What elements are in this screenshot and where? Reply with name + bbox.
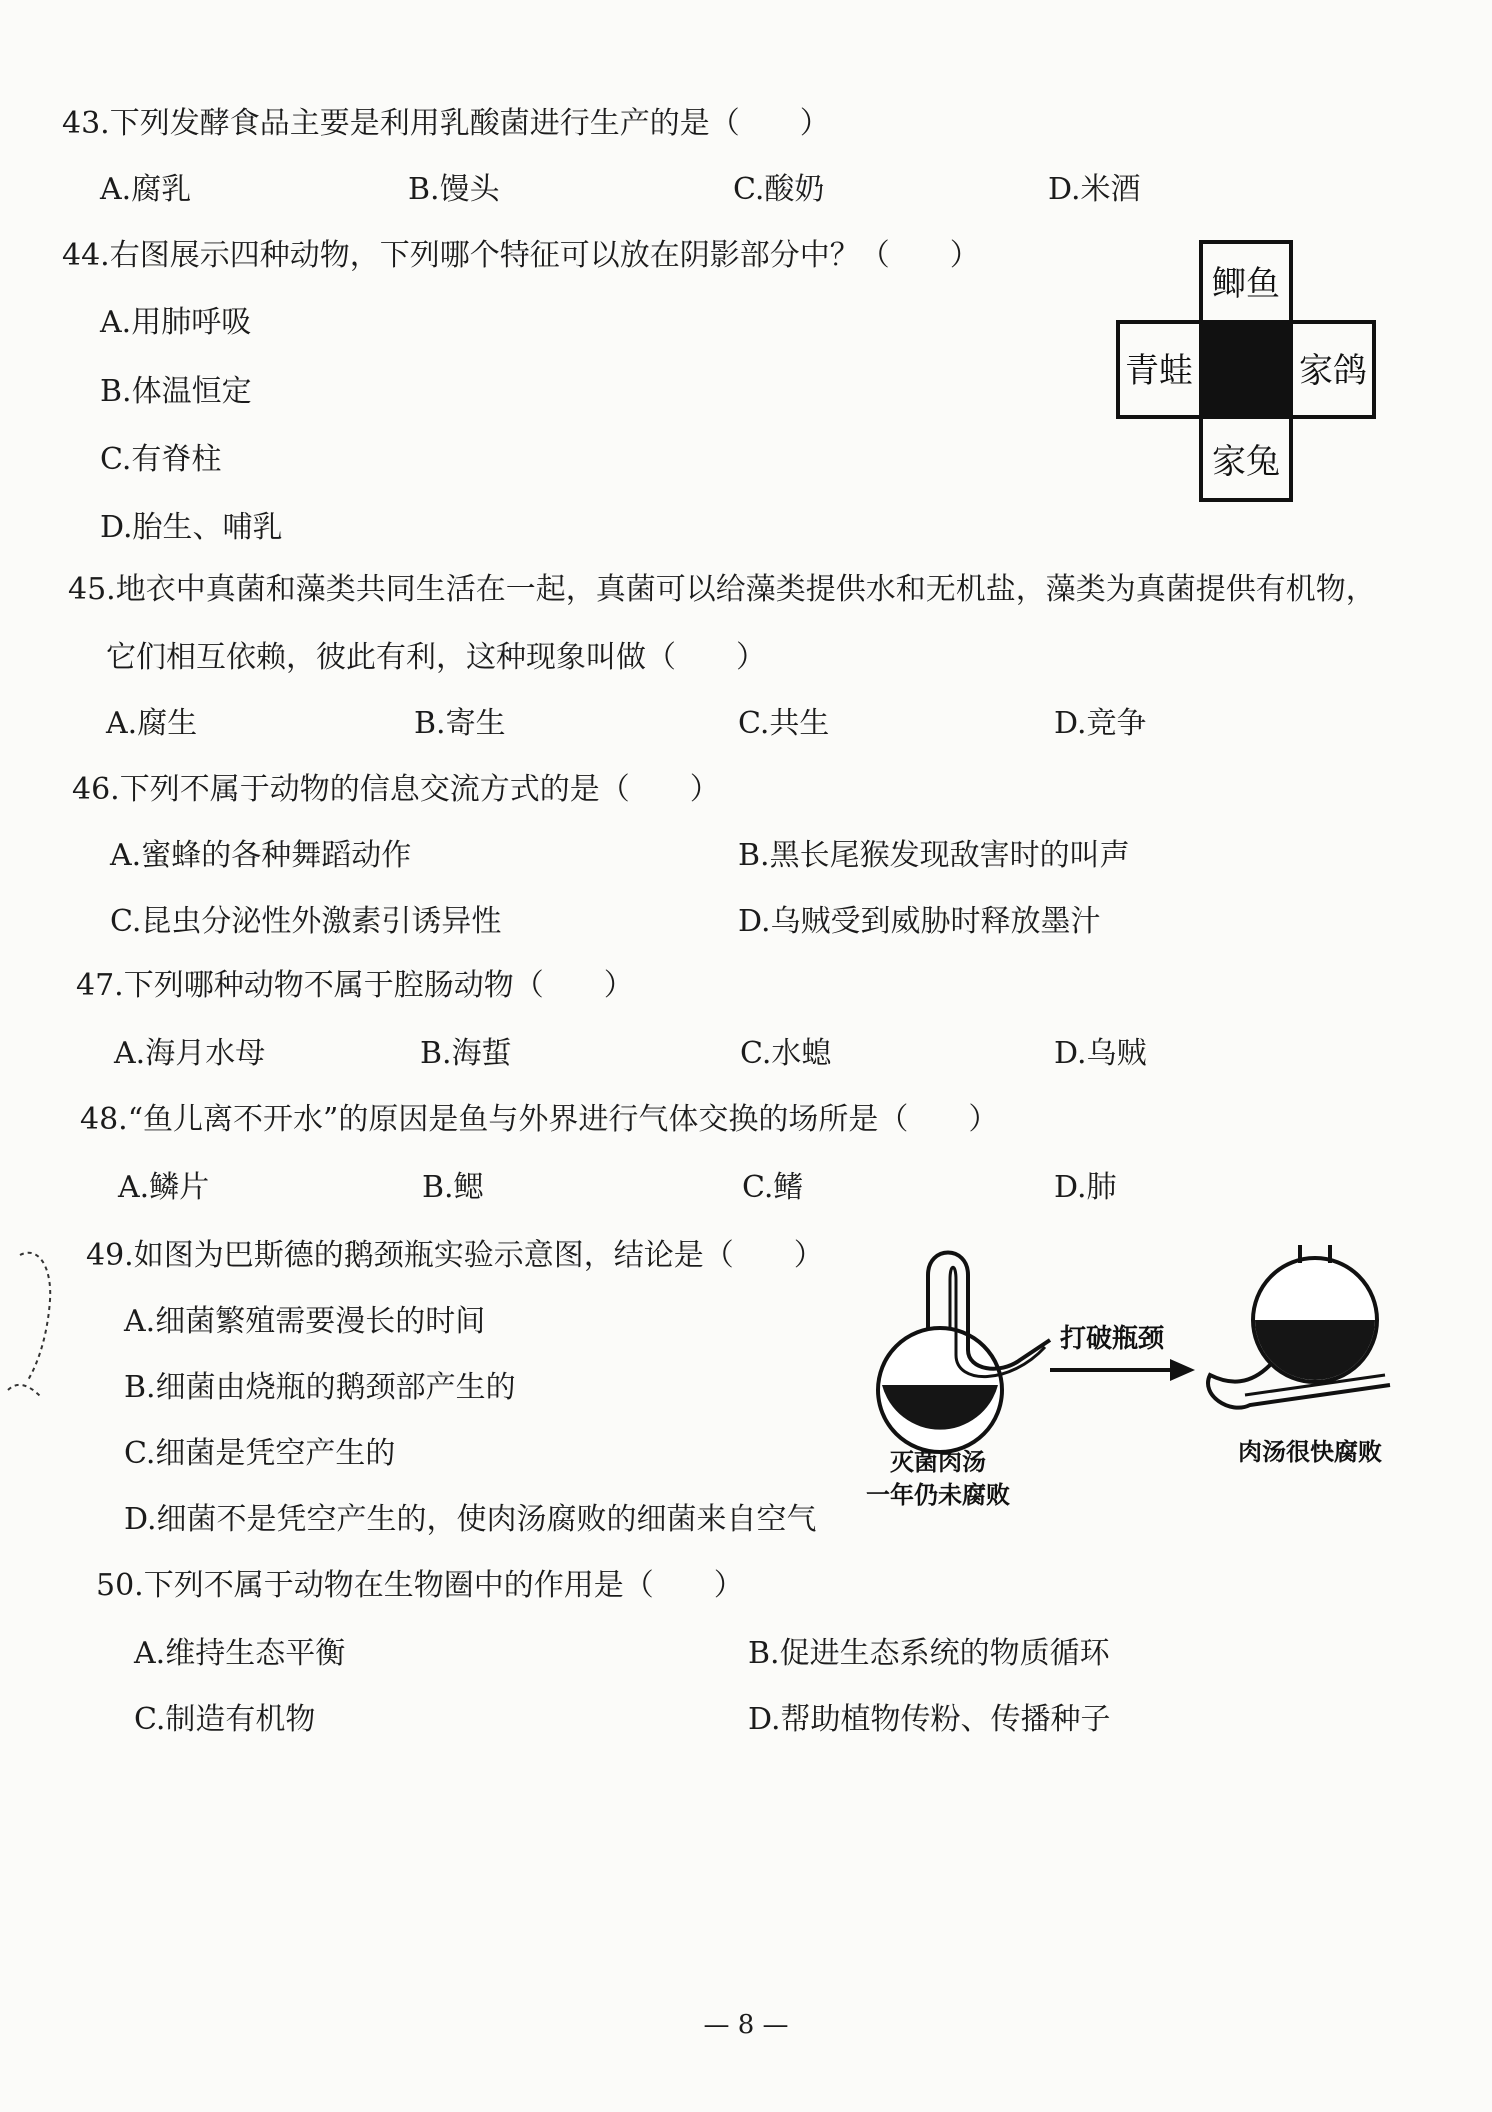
question-50-stem: 50.下列不属于动物在生物圈中的作用是（ ） <box>96 1568 744 1603</box>
question-45-option-d: D.竞争 <box>1054 706 1147 741</box>
question-44-option-b: B.体温恒定 <box>100 374 252 409</box>
question-47-option-b: B.海蜇 <box>420 1036 512 1071</box>
question-45-option-a: A.腐生 <box>106 706 198 741</box>
right-flask-broken <box>1208 1245 1390 1408</box>
question-49-option-b: B.细菌由烧瓶的鹅颈部产生的 <box>124 1370 516 1405</box>
question-49-option-a: A.细菌繁殖需要漫长的时间 <box>124 1304 486 1339</box>
question-44-option-a: A.用肺呼吸 <box>100 305 252 340</box>
question-47-stem: 47.下列哪种动物不属于腔肠动物（ ） <box>76 968 634 1003</box>
question-45-option-b: B.寄生 <box>414 706 506 741</box>
question-49-option-c: C.细菌是凭空产生的 <box>124 1436 396 1471</box>
question-50-option-b: B.促进生态系统的物质循环 <box>748 1636 1110 1671</box>
question-46-option-c: C.昆虫分泌性外激素引诱异性 <box>110 904 502 939</box>
left-flask-caption-2: 一年仍未腐败 <box>866 1481 1010 1509</box>
question-50-option-c: C.制造有机物 <box>134 1702 316 1737</box>
left-flask-caption-1: 灭菌肉汤 <box>890 1448 986 1476</box>
question-43-option-a: A.腐乳 <box>100 172 192 207</box>
question-43-stem: 43.下列发酵食品主要是利用乳酸菌进行生产的是（ ） <box>62 106 830 141</box>
question-45-option-c: C.共生 <box>738 706 830 741</box>
question-48-option-d: D.肺 <box>1054 1170 1117 1205</box>
question-46-stem: 46.下列不属于动物的信息交流方式的是（ ） <box>72 772 720 807</box>
question-47-option-d: D.乌贼 <box>1054 1036 1147 1071</box>
question-49-option-d: D.细菌不是凭空产生的，使肉汤腐败的细菌来自空气 <box>124 1502 817 1537</box>
question-46-option-d: D.乌贼受到威胁时释放墨汁 <box>738 904 1101 939</box>
animal-cross-diagram <box>1115 240 1380 505</box>
question-48-option-a: A.鳞片 <box>118 1170 210 1205</box>
cross-label-bottom: 家兔 <box>1212 442 1280 482</box>
question-50-option-d: D.帮助植物传粉、传播种子 <box>748 1702 1111 1737</box>
cross-label-top: 鲫鱼 <box>1212 264 1280 304</box>
question-43-option-b: B.馒头 <box>408 172 500 207</box>
question-49-stem: 49.如图为巴斯德的鹅颈瓶实验示意图，结论是（ ） <box>86 1238 824 1273</box>
question-48-option-c: C.鳍 <box>742 1170 804 1205</box>
question-48-stem: 48.“鱼儿离不开水”的原因是鱼与外界进行气体交换的场所是（ ） <box>80 1102 999 1137</box>
question-46-option-a: A.蜜蜂的各种舞蹈动作 <box>110 838 412 873</box>
cross-label-left: 青蛙 <box>1125 351 1193 391</box>
page-number: — 8 — <box>703 2010 789 2040</box>
cross-shaded-center <box>1201 322 1291 417</box>
question-45-stem: 45.地衣中真菌和藻类共同生活在一起，真菌可以给藻类提供水和无机盐，藻类为真菌提供有机物， <box>68 572 1376 607</box>
question-43-option-d: D.米酒 <box>1048 172 1141 207</box>
question-45-stem-continued: 它们相互依赖，彼此有利，这种现象叫做（ ） <box>106 640 766 675</box>
question-46-option-b: B.黑长尾猴发现敌害时的叫声 <box>738 838 1130 873</box>
question-50-option-a: A.维持生态平衡 <box>134 1636 346 1671</box>
arrow-label: 打破瓶颈 <box>1060 1324 1165 1354</box>
question-44-option-d: D.胎生、哺乳 <box>100 510 283 545</box>
margin-pencil-mark <box>0 1240 70 1410</box>
question-44-stem: 44.右图展示四种动物，下列哪个特征可以放在阴影部分中？（ ） <box>62 238 980 273</box>
break-neck-arrow <box>1050 1359 1195 1381</box>
question-43-option-c: C.酸奶 <box>733 172 825 207</box>
question-44-option-c: C.有脊柱 <box>100 442 222 477</box>
left-flask-intact <box>878 1253 1050 1453</box>
right-flask-caption: 肉汤很快腐败 <box>1238 1438 1382 1466</box>
swan-neck-flask-diagram <box>850 1235 1410 1525</box>
cross-label-right: 家鸽 <box>1299 351 1367 391</box>
question-47-option-a: A.海月水母 <box>114 1036 266 1071</box>
question-48-option-b: B.鳃 <box>422 1170 484 1205</box>
question-47-option-c: C.水螅 <box>740 1036 832 1071</box>
page-footer <box>0 2010 1492 2040</box>
